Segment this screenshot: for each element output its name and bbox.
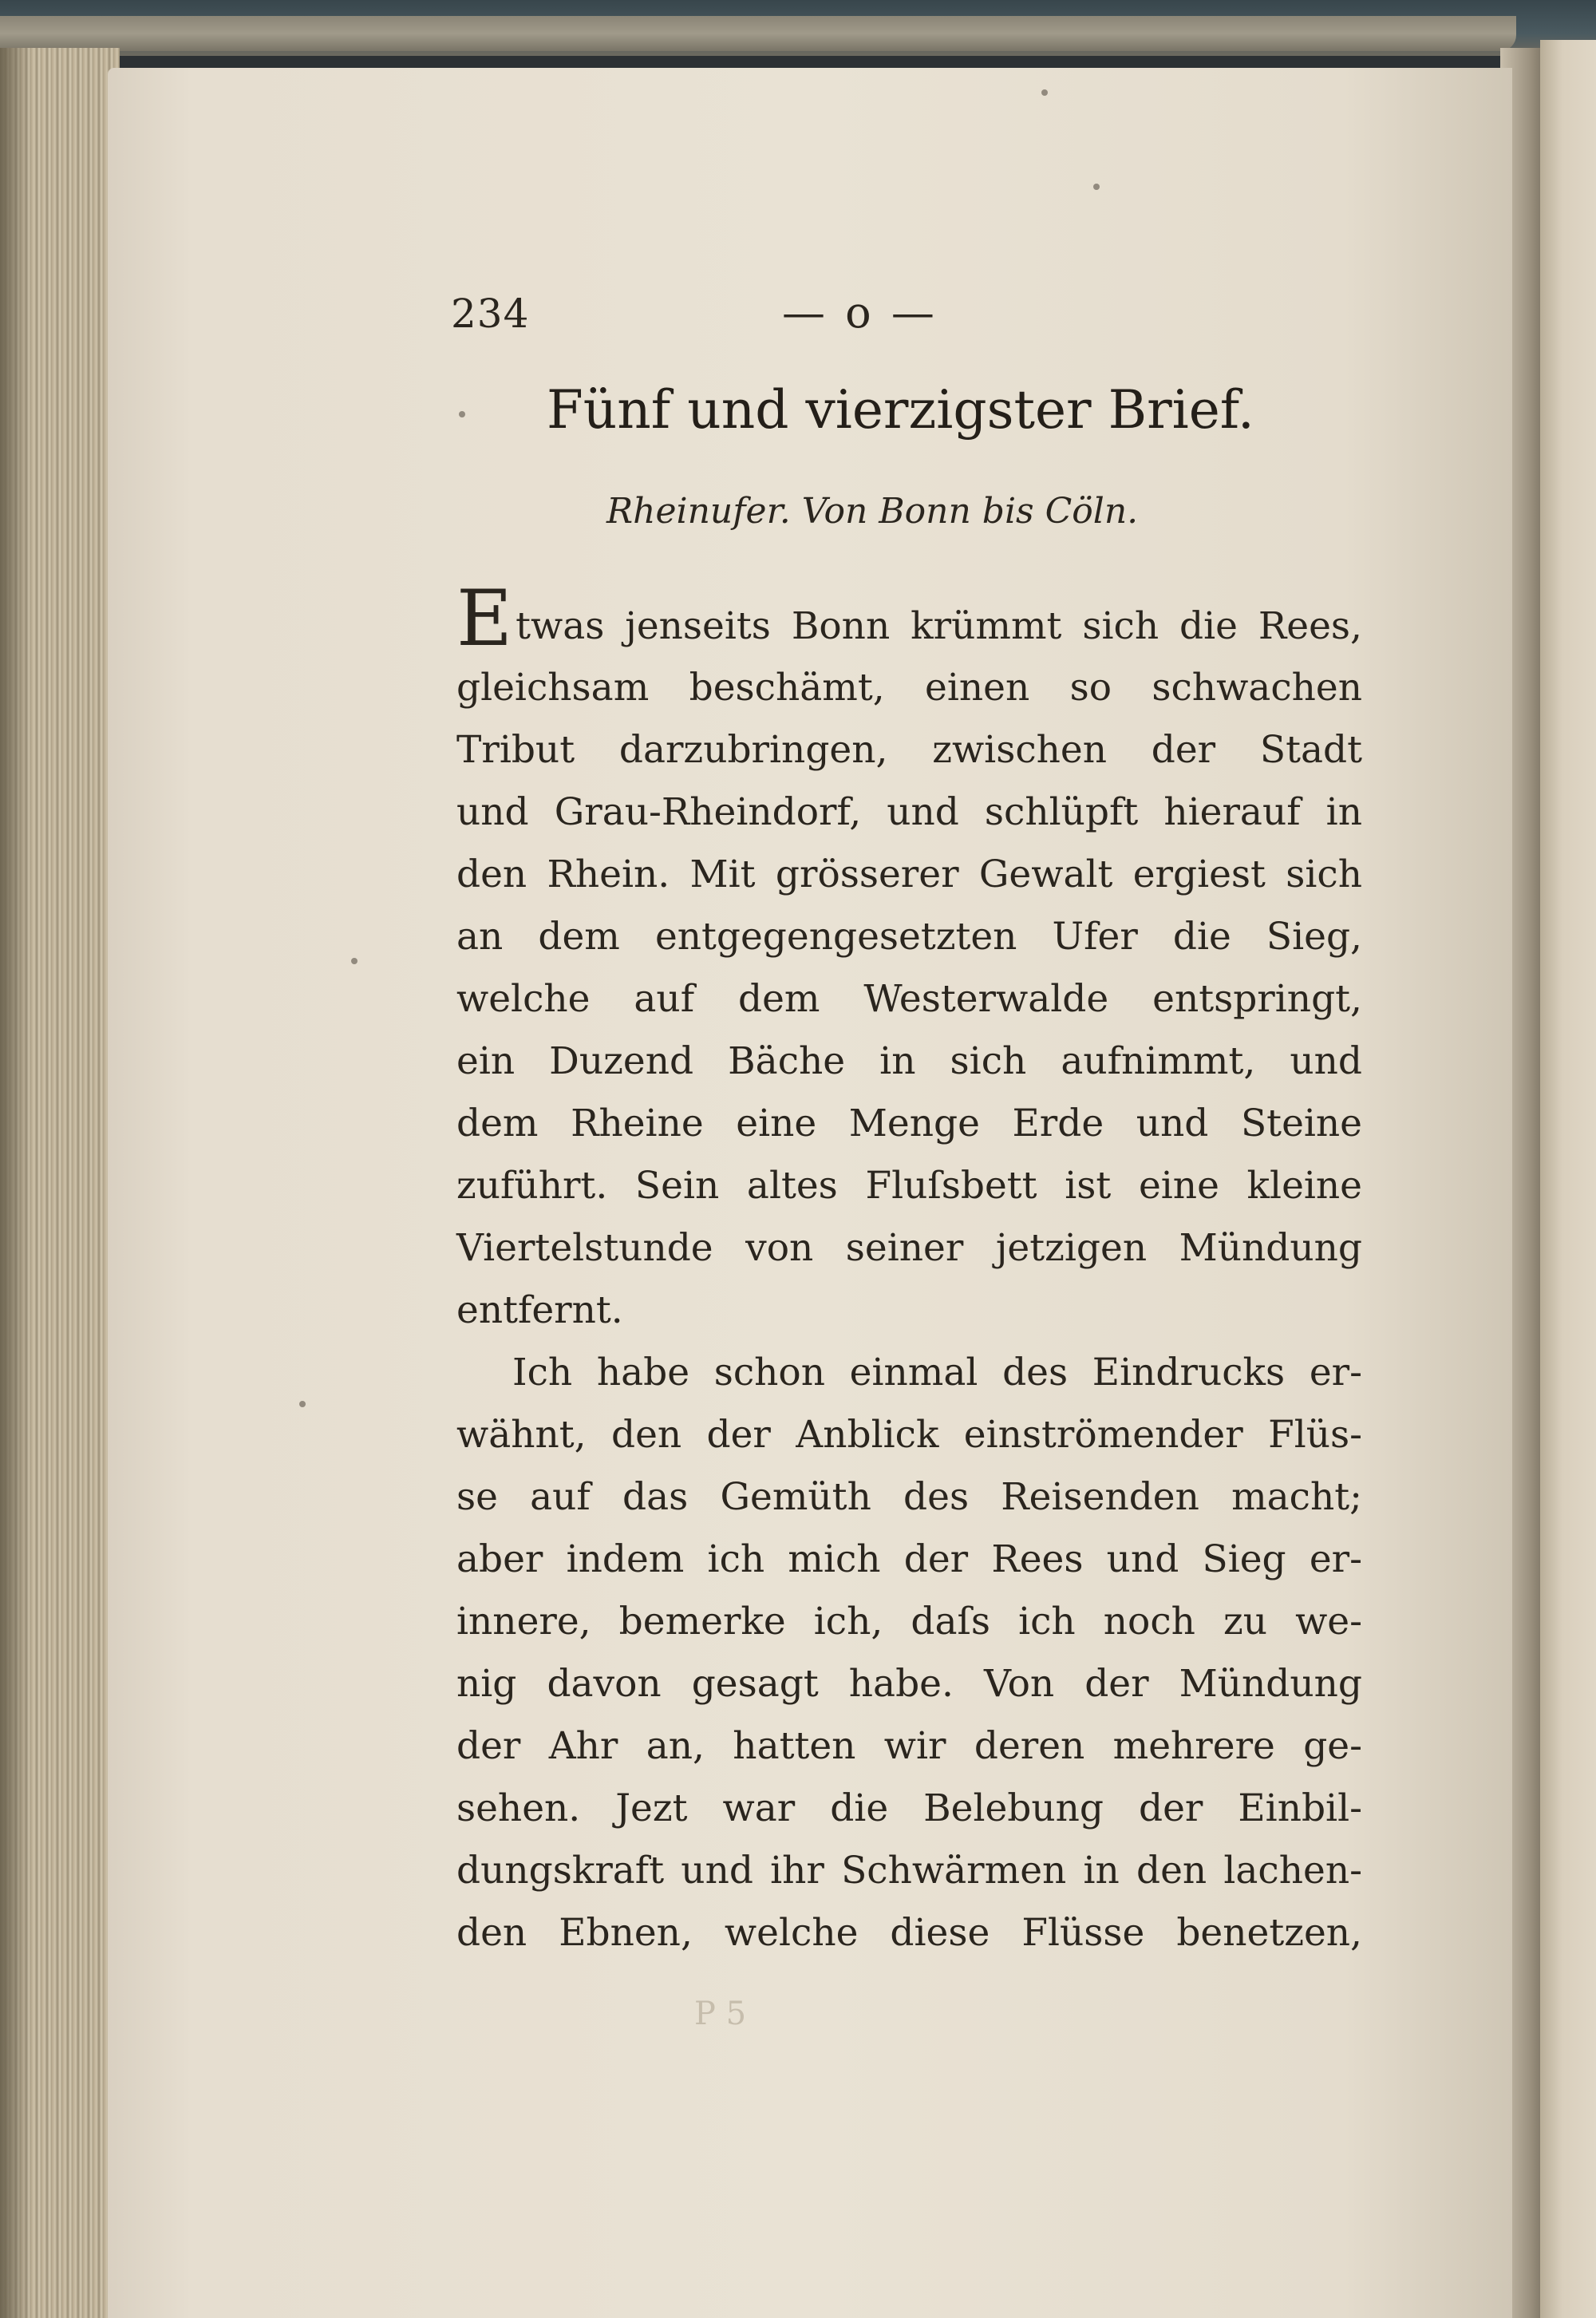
text-line: welche auf dem Westerwalde entspringt, xyxy=(456,977,1362,1021)
text-line: entfernt. xyxy=(456,1288,623,1332)
text-line: Etwas jenseits Bonn krümmt sich die Rees, xyxy=(456,574,1362,663)
text-line: dungskraft und ihr Schwärmen in den lachen- xyxy=(456,1849,1362,1893)
text-line: gleichsam beschämt, einen so schwachen xyxy=(456,666,1362,710)
letter-subtitle: Rheinufer. Von Bonn bis Cöln. xyxy=(606,491,1139,532)
text-line: sehen. Jezt war die Belebung der Einbil- xyxy=(456,1786,1362,1830)
text-line: den Ebnen, welche diese Flüsse benetzen, xyxy=(456,1911,1362,1955)
paragraph-1 xyxy=(456,574,1362,1342)
page-speck xyxy=(351,958,358,964)
page-edge-shadow xyxy=(0,48,32,2318)
facing-page-edge xyxy=(1540,40,1596,2318)
text-line: nig davon gesagt habe. Von der Mündung xyxy=(456,1662,1362,1706)
text-line: an dem entgegengesetzten Ufer die Sieg, xyxy=(456,915,1362,959)
text-line: innere, bemerke ich, daſs ich noch zu we- xyxy=(456,1600,1362,1644)
text-line: Viertelstunde von seiner jetzigen Mündung xyxy=(456,1226,1362,1270)
drop-initial: E xyxy=(456,574,513,663)
signature-mark: P 5 xyxy=(694,1996,747,2032)
page-number: 234 xyxy=(451,291,530,337)
page-speck xyxy=(299,1401,306,1407)
text-line: Tribut darzubringen, zwischen der Stadt xyxy=(456,728,1362,772)
text-line: aber indem ich mich der Rees und Sieg er- xyxy=(456,1537,1362,1581)
book-binding-edge xyxy=(0,16,1516,51)
text-line: den Rhein. Mit grösserer Gewalt ergiest sich xyxy=(456,852,1362,896)
text-line: und Grau-Rheindorf, und schlüpft hierauf in xyxy=(456,790,1362,834)
head-ornament: — o — xyxy=(782,287,938,338)
page-speck xyxy=(459,411,465,417)
text-line: ein Duzend Bäche in sich aufnimmt, und xyxy=(456,1039,1362,1083)
text-line: der Ahr an, hatten wir deren mehrere ge- xyxy=(456,1724,1362,1768)
page-speck xyxy=(1041,89,1048,96)
text-line: wähnt, den der Anblick einströmender Flüs- xyxy=(456,1413,1362,1457)
text-line: se auf das Gemüth des Reisenden macht; xyxy=(456,1475,1362,1519)
running-head xyxy=(451,279,1361,351)
text-line: Ich habe schon einmal des Eindrucks er- xyxy=(512,1351,1362,1394)
text-line: zuführt. Sein altes Fluſsbett ist eine kleine xyxy=(456,1164,1362,1208)
body-text xyxy=(456,574,1362,1964)
letter-title: Fünf und vierzigster Brief. xyxy=(547,379,1254,441)
text-line: dem Rheine eine Menge Erde und Steine xyxy=(456,1102,1362,1145)
paragraph-2 xyxy=(456,1342,1362,1964)
page-speck xyxy=(1093,184,1100,190)
